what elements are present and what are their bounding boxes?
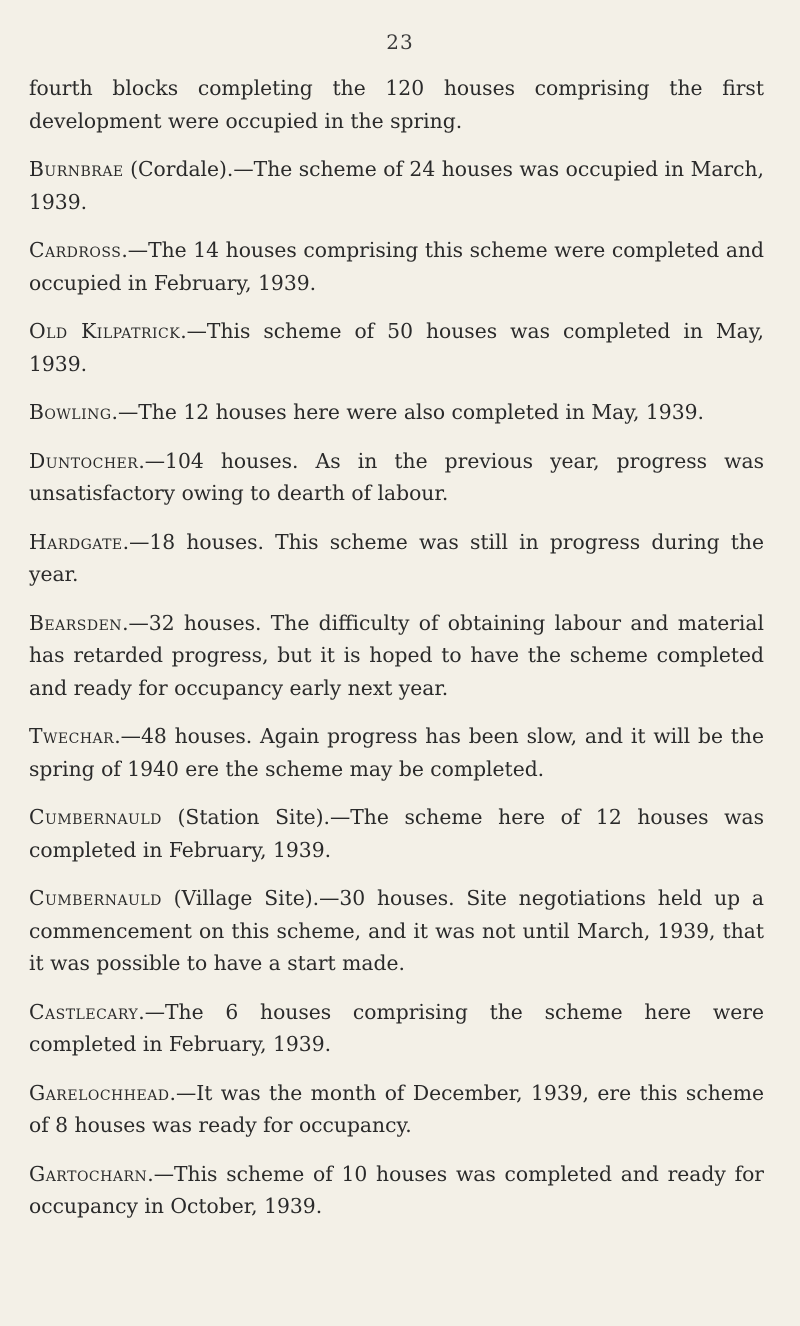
page-number: 23 [386,30,414,54]
document-body [29,72,764,1239]
paragraph-text: .—This scheme of 10 houses was completed and ready for occupancy in October, 1939. [29,1161,764,1218]
paragraph-text: .—The 6 houses comprising the scheme here were completed in February, 1939. [29,999,764,1056]
paragraph-text: (Village Site).—30 houses. Site negotiations held up a commencement on this scheme, and it was not until March, 1939, that it was possible to have a start made. [29,886,764,975]
paragraph-heading: Bowling [29,400,112,424]
paragraph-text: .—18 houses. This scheme was still in progress during the year. [29,529,764,586]
paragraph-text: (Station Site).—The scheme here of 12 houses was completed in February, 1939. [29,805,764,862]
paragraph-heading: Burnbrae [29,157,124,181]
paragraph [29,607,764,705]
paragraph-text: .—48 houses. Again progress has been slow, and it will be the spring of 1940 ere the scheme may be completed. [29,724,764,781]
paragraph-text: fourth blocks completing the 120 houses comprising the first development were occupied in the spring. [29,76,764,133]
paragraph-text: .—It was the month of December, 1939, ere this scheme of 8 houses was ready for occupancy. [29,1080,764,1137]
paragraph-heading: Cardross [29,238,122,262]
paragraph [29,315,764,380]
paragraph-heading: Hardgate [29,529,123,554]
paragraph [29,1158,764,1223]
paragraph-heading: Bearsden [29,610,123,635]
paragraph-text: (Cordale).—The scheme of 24 houses was occupied in March, 1939. [29,157,764,214]
paragraph-heading: Cumbernauld [29,805,162,829]
paragraph [29,153,764,218]
paragraph [29,72,764,137]
paragraph-heading: Cumbernauld [29,886,162,910]
paragraph [29,445,764,510]
paragraph-text: .—This scheme of 50 houses was completed in May, 1939. [29,319,764,376]
paragraph [29,801,764,866]
paragraph-heading: Duntocher [29,448,139,473]
paragraph-text: .—104 houses. As in the previous year, progress was unsatisfactory owing to dearth of labour. [29,448,764,505]
paragraph-text: .—The 12 houses here were also completed in May, 1939. [111,400,704,424]
paragraph [29,996,764,1061]
paragraph [29,234,764,299]
paragraph [29,396,764,429]
paragraph [29,720,764,785]
paragraph [29,526,764,591]
paragraph-heading: Castlecary [29,999,139,1024]
paragraph [29,1077,764,1142]
paragraph-heading: Gartocharn [29,1161,148,1186]
paragraph-text: .—The 14 houses comprising this scheme were completed and occupied in February, 1939. [29,238,764,295]
paragraph-heading: Garelochhead [29,1080,170,1105]
paragraph-heading: Old Kilpatrick [29,319,181,343]
paragraph-text: .—32 houses. The difficulty of obtaining labour and material has retarded progress, but it is hoped to have the scheme completed and ready for occupancy early next year. [29,610,764,700]
paragraph-heading: Twechar [29,724,115,748]
paragraph [29,882,764,980]
